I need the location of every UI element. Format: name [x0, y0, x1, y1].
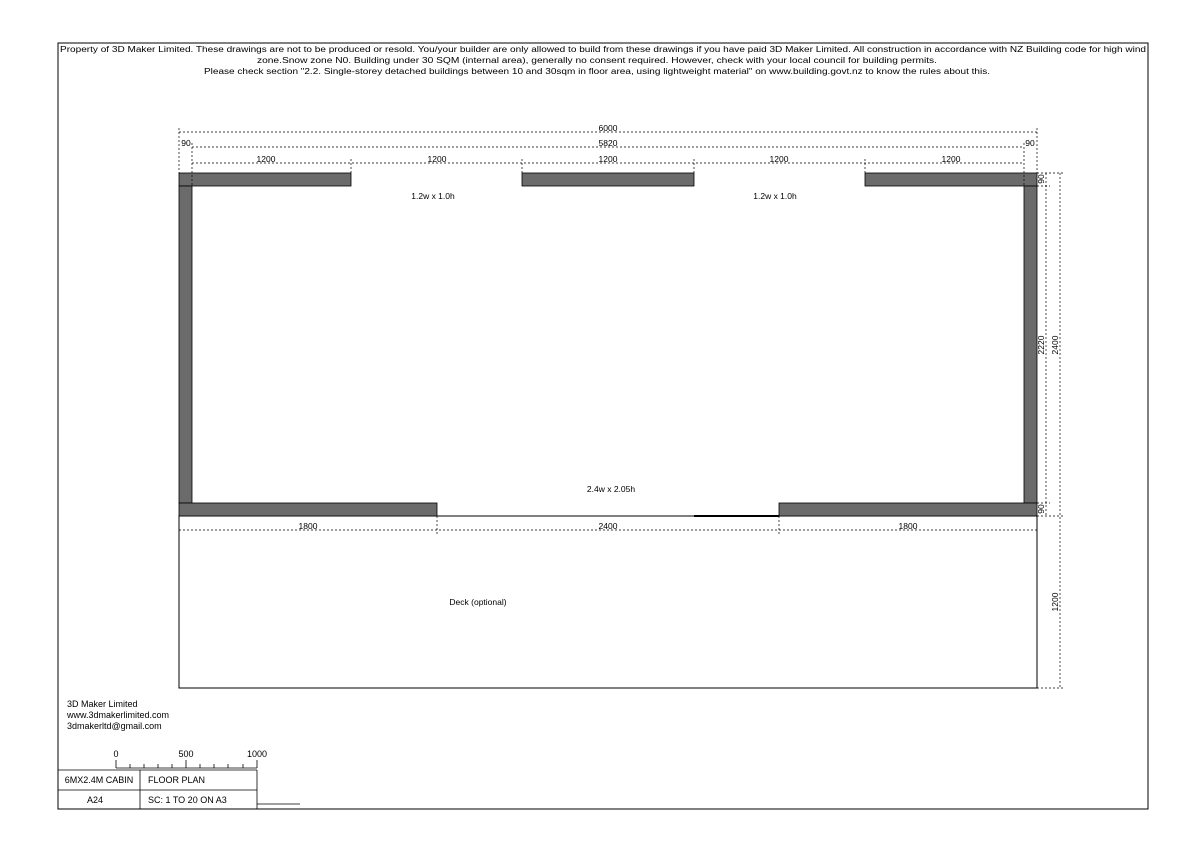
dim-right-bottom-wall: 90: [1036, 504, 1046, 514]
scale-tick-1000: 1000: [246, 749, 268, 759]
scale-bar: [113, 749, 267, 768]
property-notice: [60, 45, 1146, 76]
window-right-label: 1.2w x 1.0h: [753, 191, 797, 201]
scale-tick-500: 500: [178, 749, 194, 759]
dim-right-internal: 2220: [1036, 335, 1046, 355]
wall-left: [179, 186, 192, 503]
company-info: [66, 699, 169, 731]
title-project: 6MX2.4M CABIN: [64, 775, 134, 785]
door-label: 2.4w x 2.05h: [586, 484, 636, 494]
dim-right-overall: 2400: [1050, 335, 1060, 355]
company-email: 3dmakerltd@gmail.com: [67, 721, 162, 731]
deck-label: Deck (optional): [449, 597, 507, 607]
dim-wall-right: 90: [1025, 138, 1035, 148]
dim-right-top-wall: 90: [1036, 174, 1046, 184]
title-scale: SC: 1 TO 20 ON A3: [148, 795, 227, 805]
dim-top-segment-5: 1200: [941, 154, 961, 164]
walls: [179, 173, 1037, 516]
dimension-lines: [179, 128, 1064, 688]
dim-top-segment-4: 1200: [769, 154, 789, 164]
wall-top-left: [179, 173, 351, 186]
dim-top-segment-1: 1200: [256, 154, 276, 164]
dim-deck-depth: 1200: [1050, 592, 1060, 612]
notice-line-2: zone.Snow zone N0. Building under 30 SQM (internal area), generally no consent required. However, check with your local council for building permits.: [257, 56, 937, 65]
company-name: 3D Maker Limited: [67, 699, 138, 709]
dim-internal-width: 5820: [598, 138, 618, 148]
dim-wall-left: 90: [181, 138, 191, 148]
title-sheet-number: A24: [86, 795, 104, 805]
dim-bottom-segment-3: 1800: [898, 521, 918, 531]
dim-bottom-segment-2: 2400: [598, 521, 618, 531]
dim-bottom-segment-1: 1800: [298, 521, 318, 531]
window-left-label: 1.2w x 1.0h: [411, 191, 455, 201]
notice-line-1: Property of 3D Maker Limited. These drawings are not to be produced or resold. You/your builder are only allowed to build from these drawings if you have paid 3D Maker Limited. All construction in accordance with NZ Building code for high wind: [60, 45, 1146, 54]
title-sheet-title: FLOOR PLAN: [148, 775, 206, 785]
wall-bottom-left: [179, 503, 437, 516]
wall-top-right: [865, 173, 1037, 186]
wall-top-middle: [522, 173, 694, 186]
company-website: www.3dmakerlimited.com: [67, 710, 170, 720]
notice-line-3: Please check section "2.2. Single-storey detached buildings between 10 and 30sqm in floor area, using lightweight material" on www.building.govt.nz to know the rules about this.: [204, 67, 990, 76]
deck-outline: [179, 516, 1037, 688]
dim-overall-width: 6000: [598, 123, 618, 133]
dimension-labels: [181, 123, 1060, 611]
scale-tick-0: 0: [113, 749, 119, 759]
dim-top-segment-2: 1200: [427, 154, 447, 164]
wall-bottom-right: [779, 503, 1037, 516]
dim-top-segment-3: 1200: [598, 154, 618, 164]
